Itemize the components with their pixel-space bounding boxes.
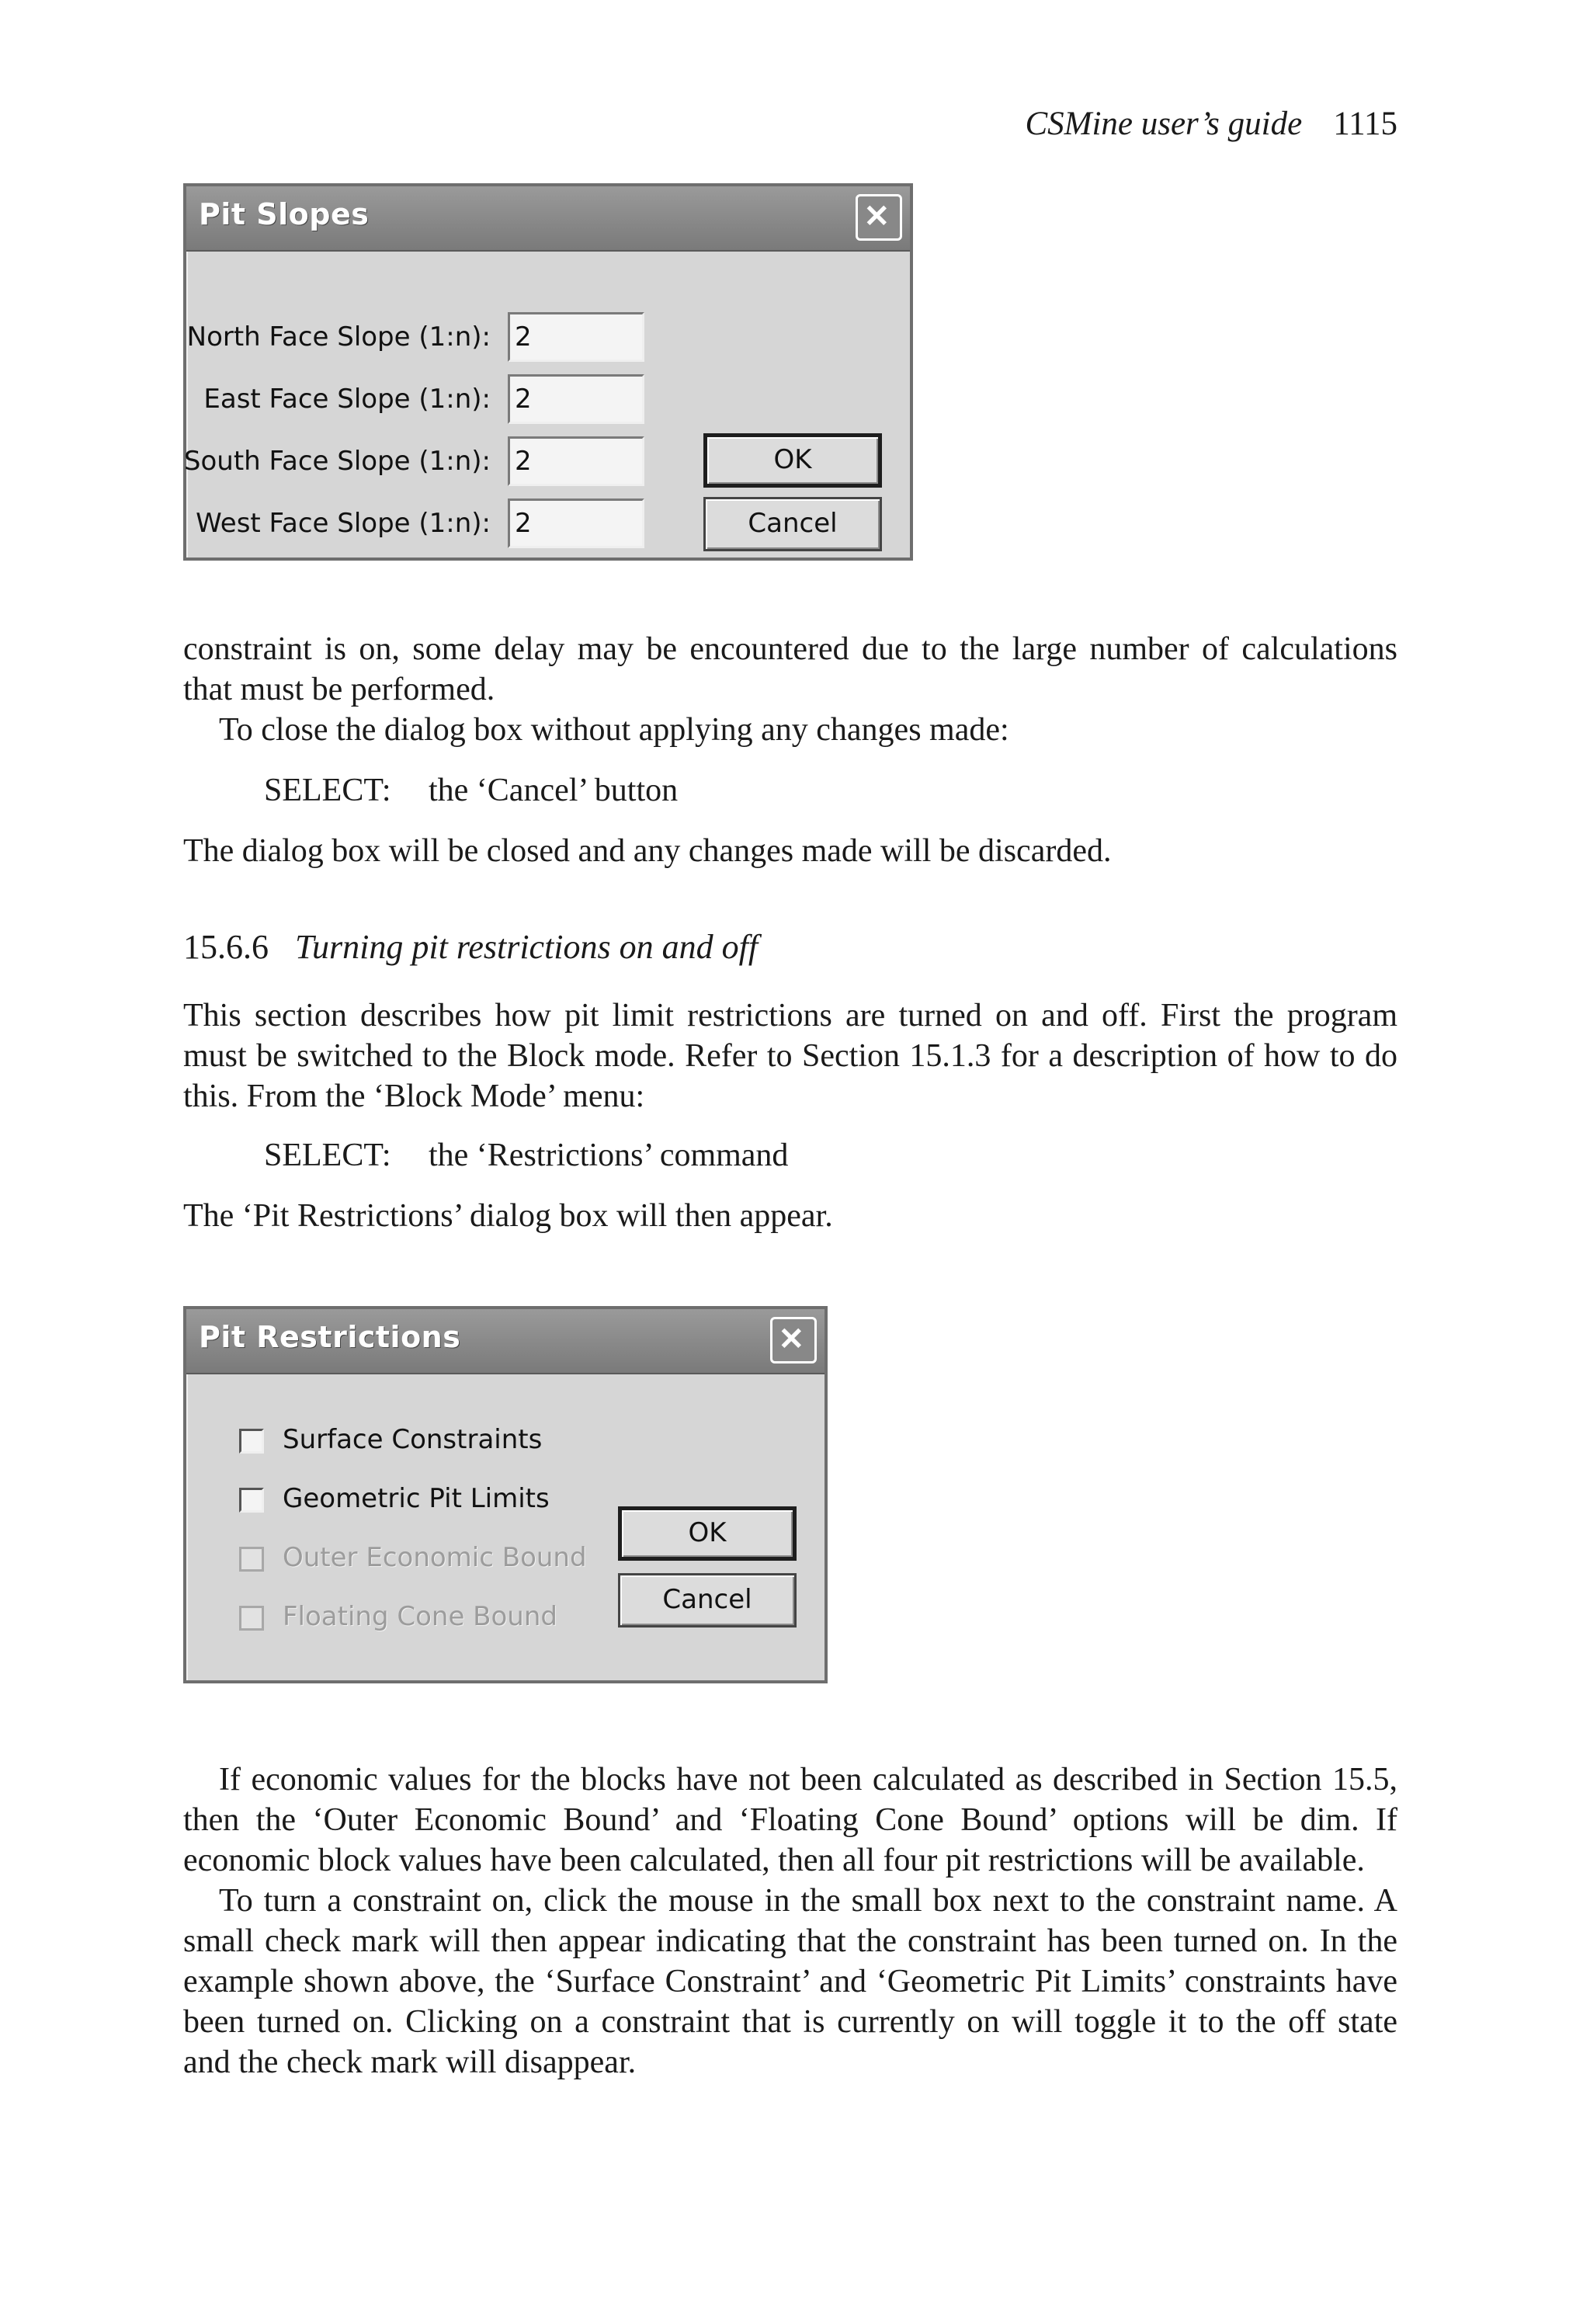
pit-restrictions-body [186, 1374, 825, 1680]
paragraph-7-line-1: To turn a constraint on, click the mouse in the small box next to the constraint name. A [219, 1883, 1397, 1919]
select-keyword: SELECT: [264, 773, 391, 808]
north-slope-label: North Face Slope (1:n): [186, 321, 491, 353]
pit-slopes-title: Pit Slopes [199, 197, 370, 231]
ok-button[interactable]: OK [703, 433, 882, 488]
pit-restrictions-titlebar[interactable] [186, 1309, 825, 1374]
geometric-pit-limits-option[interactable] [239, 1482, 565, 1519]
south-slope-input[interactable] [508, 436, 644, 486]
floating-cone-bound-checkbox [239, 1606, 264, 1631]
select-instruction-2 [264, 1135, 788, 1176]
paragraph-4 [183, 995, 1397, 1117]
paragraph-7-line-2: small check mark will then appear indicating that the constraint has been turned on. In the [183, 1923, 1397, 1959]
west-slope-row [186, 498, 491, 551]
pit-slopes-close-button[interactable] [856, 194, 902, 241]
outer-economic-bound-option [239, 1541, 587, 1578]
paragraph-7-line-4: been turned on. Clicking on a constraint that is currently on will toggle it to the off state [183, 2004, 1397, 2040]
paragraph-4-line-1: This section describes how pit limit restrictions are turned on and off. First the program [183, 998, 1397, 1033]
north-slope-row [186, 312, 491, 365]
paragraph-7-line-3: example shown above, the ‘Surface Constraint’ and ‘Geometric Pit Limits’ constraints have [183, 1964, 1397, 1999]
paragraph-7 [183, 1881, 1397, 2083]
paragraph-2: To close the dialog box without applying any changes made: [219, 712, 1009, 748]
section-number: 15.6.6 [183, 928, 269, 966]
pit-slopes-body [183, 252, 910, 558]
east-slope-input[interactable] [508, 374, 644, 424]
paragraph-1-line-2: that must be performed. [183, 672, 495, 707]
section-heading [183, 926, 758, 969]
paragraph-4-line-2: must be switched to the Block mode. Refer to Section 15.1.3 for a description of how to do [183, 1038, 1397, 1074]
paragraph-6-line-3: economic block values have been calculated, then all four pit restrictions will be available. [183, 1843, 1365, 1878]
select-instruction-1 [264, 770, 678, 811]
cancel-button[interactable]: Cancel [703, 497, 882, 551]
close-icon [858, 196, 900, 238]
cancel-button[interactable]: Cancel [618, 1573, 797, 1627]
floating-cone-bound-option [239, 1600, 565, 1637]
surface-constraints-option[interactable] [239, 1423, 565, 1460]
outer-economic-bound-checkbox [239, 1547, 264, 1572]
surface-constraints-checkbox[interactable] [239, 1429, 264, 1454]
paragraph-3: The dialog box will be closed and any changes made will be discarded. [183, 833, 1112, 869]
paragraph-6 [183, 1760, 1397, 1881]
pit-restrictions-title: Pit Restrictions [199, 1320, 461, 1354]
surface-constraints-label: Surface Constraints [283, 1424, 543, 1455]
close-icon [772, 1319, 814, 1361]
pit-restrictions-close-button[interactable] [770, 1317, 817, 1363]
south-slope-row [183, 436, 491, 489]
east-slope-label: East Face Slope (1:n): [203, 384, 491, 415]
section-title: Turning pit restrictions on and off [295, 928, 759, 966]
north-slope-input[interactable] [508, 312, 644, 362]
paragraph-1 [183, 629, 1397, 710]
select-value: the ‘Restrictions’ command [429, 1138, 789, 1173]
paragraph-7-line-5: and the check mark will disappear. [183, 2044, 637, 2080]
paragraph-1-line-1: constraint is on, some delay may be encountered due to the large number of calculations [183, 631, 1397, 667]
select-keyword: SELECT: [264, 1138, 391, 1173]
paragraph-5: The ‘Pit Restrictions’ dialog box will then appear. [183, 1198, 833, 1234]
west-slope-label: West Face Slope (1:n): [196, 508, 491, 539]
pit-restrictions-dialog [183, 1306, 828, 1683]
paragraph-6-line-1: If economic values for the blocks have not been calculated as described in Section 15.5, [219, 1762, 1397, 1798]
pit-slopes-dialog [183, 183, 913, 561]
west-slope-input[interactable] [508, 498, 644, 548]
running-head-title: CSMine user’s guide [1025, 106, 1303, 142]
geometric-pit-limits-checkbox[interactable] [239, 1488, 264, 1513]
south-slope-label: South Face Slope (1:n): [183, 446, 491, 477]
floating-cone-bound-label: Floating Cone Bound [283, 1601, 557, 1632]
ok-button[interactable]: OK [618, 1506, 797, 1561]
running-head [1025, 102, 1397, 146]
paragraph-4-line-3: this. From the ‘Block Mode’ menu: [183, 1079, 645, 1114]
page-number: 1115 [1333, 106, 1397, 142]
east-slope-row [186, 374, 491, 427]
pit-slopes-titlebar[interactable] [186, 186, 910, 252]
geometric-pit-limits-label: Geometric Pit Limits [283, 1483, 550, 1514]
select-value: the ‘Cancel’ button [429, 773, 679, 808]
outer-economic-bound-label: Outer Economic Bound [283, 1542, 587, 1573]
paragraph-6-line-2: then the ‘Outer Economic Bound’ and ‘Floating Cone Bound’ options will be dim. If [183, 1802, 1397, 1838]
